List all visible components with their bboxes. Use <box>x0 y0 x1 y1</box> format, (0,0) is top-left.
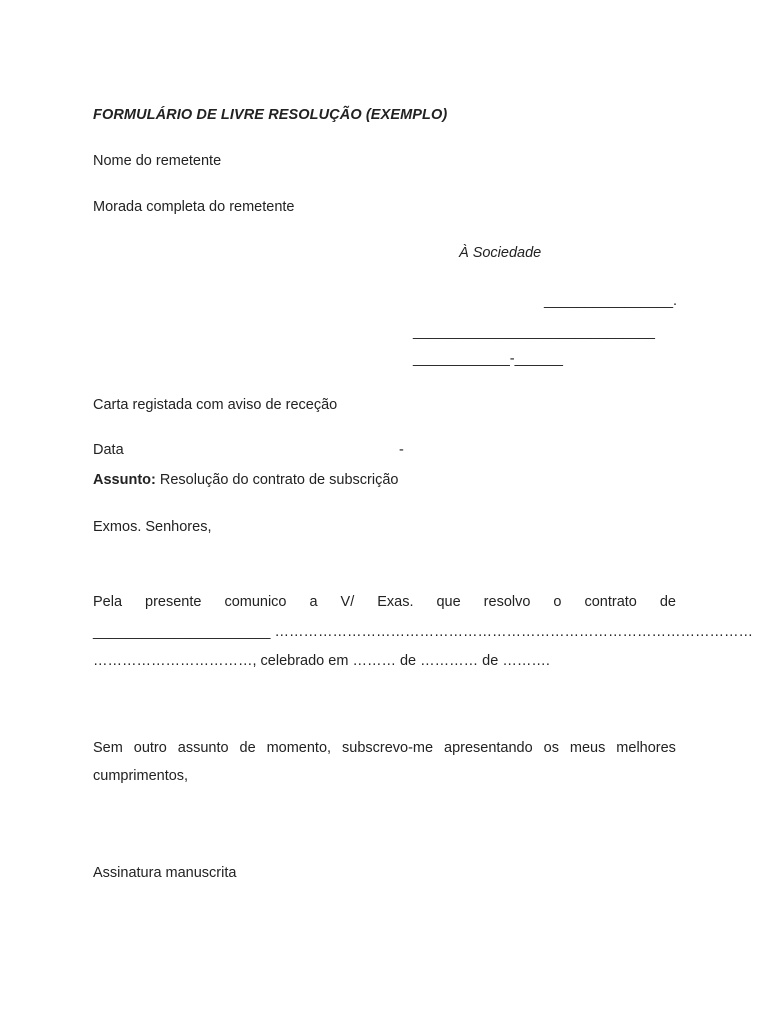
recipient: À Sociedade <box>459 245 542 261</box>
subject-label: Assunto: <box>93 472 156 488</box>
word: Pela <box>93 594 123 610</box>
word: apresentando <box>444 740 533 756</box>
signature-line: Assinatura manuscrita <box>93 865 237 881</box>
registered-mail-note: Carta registada com aviso de receção <box>93 397 338 413</box>
blank-line: ______________________________ <box>413 324 655 340</box>
word: subscrevo-me <box>342 740 434 756</box>
salutation: Exmos. Senhores, <box>93 519 212 535</box>
word: assunto <box>177 740 229 756</box>
word: Exas. <box>377 594 414 610</box>
word: Sem <box>93 740 123 756</box>
subject-text: Resolução do contrato de subscrição <box>155 472 399 488</box>
word: os <box>543 740 559 756</box>
word: contrato <box>584 594 637 610</box>
word: resolvo <box>483 594 531 610</box>
paragraph-1-line-2: ______________________ ……………………………………………………………………………………… <box>93 624 753 640</box>
paragraph-2-line-2: cumprimentos, <box>93 768 189 784</box>
blank-line: ________________. <box>544 293 678 309</box>
word: melhores <box>616 740 676 756</box>
paragraph-1-line-1 <box>93 593 676 611</box>
word: meus <box>569 740 606 756</box>
word: o <box>553 594 562 610</box>
word: de <box>239 740 256 756</box>
word: de <box>659 594 676 610</box>
paragraph-1-line-3: ……………………………, celebrado em ……… de ………… de ………. <box>93 653 550 669</box>
date-dash: - <box>399 442 404 458</box>
word: a <box>309 594 318 610</box>
date-label: Data <box>93 442 124 458</box>
word: momento, <box>266 740 332 756</box>
sender-address: Morada completa do remetente <box>93 199 295 215</box>
word: V/ <box>340 594 355 610</box>
blank-line: ____________-______ <box>413 351 563 367</box>
date-row <box>93 441 408 459</box>
word: presente <box>145 594 202 610</box>
word: comunico <box>224 594 287 610</box>
subject-line <box>93 471 398 489</box>
document-title: FORMULÁRIO DE LIVRE RESOLUÇÃO (EXEMPLO) <box>93 107 448 123</box>
word: outro <box>133 740 167 756</box>
sender-name: Nome do remetente <box>93 153 222 169</box>
paragraph-2-line-1 <box>93 739 676 757</box>
word: que <box>436 594 461 610</box>
